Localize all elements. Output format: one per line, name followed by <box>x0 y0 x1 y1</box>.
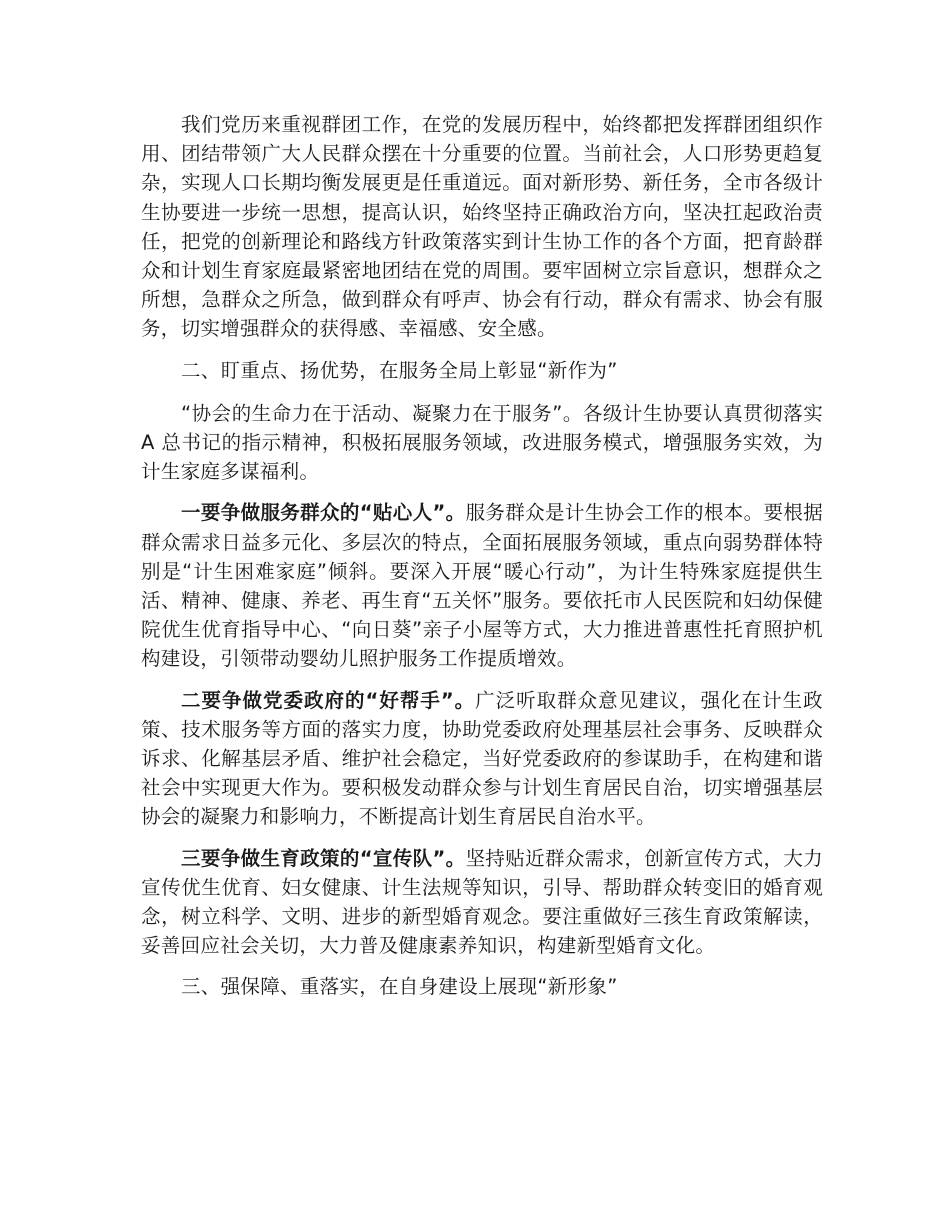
section-heading-3: 三、强保障、重落实，在自身建设上展现“新形象” <box>181 975 618 999</box>
lead-good-helper: 二要争做党委政府的“好帮手”。 <box>181 688 476 712</box>
paragraph-propaganda-team <box>141 844 823 961</box>
lead-caring-person: 一要争做服务群众的“贴心人”。 <box>181 501 466 525</box>
section-heading-2: 二、盯重点、扬优势，在服务全局上彰显“新作为” <box>181 358 618 382</box>
paragraph-good-helper <box>141 686 823 832</box>
paragraph-caring-person <box>141 498 823 673</box>
body-good-helper: 广泛听取群众意见建议，强化在计生政策、技术服务等方面的落实力度，协助党委政府处理基层社会事务、反映群众诉求、化解基层矛盾、维护社会稳定，当好党委政府的参谋助手，在构建和谐社会中实现更大作为。要积极发动群众参与计划生育居民自治，切实增强基层协会的凝聚力和影响力，不断提高计划生育居民自治水平。 <box>141 688 823 829</box>
document-page <box>141 110 823 1016</box>
body-caring-person: 服务群众是计生协会工作的根本。要根据群众需求日益多元化、多层次的特点，全面拓展服务领域，重点向弱势群体特别是“计生困难家庭”倾斜。要深入开展“暖心行动”，为计生特殊家庭提供生活、精神、健康、养老、再生育“五关怀”服务。要依托市人民医院和妇幼保健院优生优育指导中心、“向日葵”亲子小屋等方式，大力推进普惠性托育照护机构建设，引领带动婴幼儿照护服务工作提质增效。 <box>141 501 824 671</box>
paragraph-service-overview: “协会的生命力在于活动、凝聚力在于服务”。各级计生协要认真贯彻落实 A 总书记的指示精神，积极拓展服务领域，改进服务模式，增强服务实效，为计生家庭多谋福利。 <box>141 401 823 484</box>
lead-propaganda-team: 三要争做生育政策的“宣传队”。 <box>181 846 466 870</box>
body-propaganda-team: 坚持贴近群众需求，创新宣传方式，大力宣传优生优育、妇女健康、计生法规等知识，引导、帮助群众转变旧的婚育观念，树立科学、文明、进步的新型婚育观念。要注重做好三孩生育政策解读，妥善回应社会关切，大力普及健康素养知识，构建新型婚育文化。 <box>141 846 824 958</box>
paragraph-intro: 我们党历来重视群团工作，在党的发展历程中，始终都把发挥群团组织作用、团结带领广大人民群众摆在十分重要的位置。当前社会，人口形势更趋复杂，实现人口长期均衡发展更是任重道远。面对新形势、新任务，全市各级计生协要进一步统一思想，提高认识，始终坚持正确政治方向，坚决扛起政治责任，把党的创新理论和路线方针政策落实到计生协工作的各个方面，把育龄群众和计划生育家庭最紧密地团结在党的周围。要牢固树立宗旨意识，想群众之所想，急群众之所急，做到群众有呼声、协会有行动，群众有需求、协会有服务，切实增强群众的获得感、幸福感、安全感。 <box>141 113 823 341</box>
